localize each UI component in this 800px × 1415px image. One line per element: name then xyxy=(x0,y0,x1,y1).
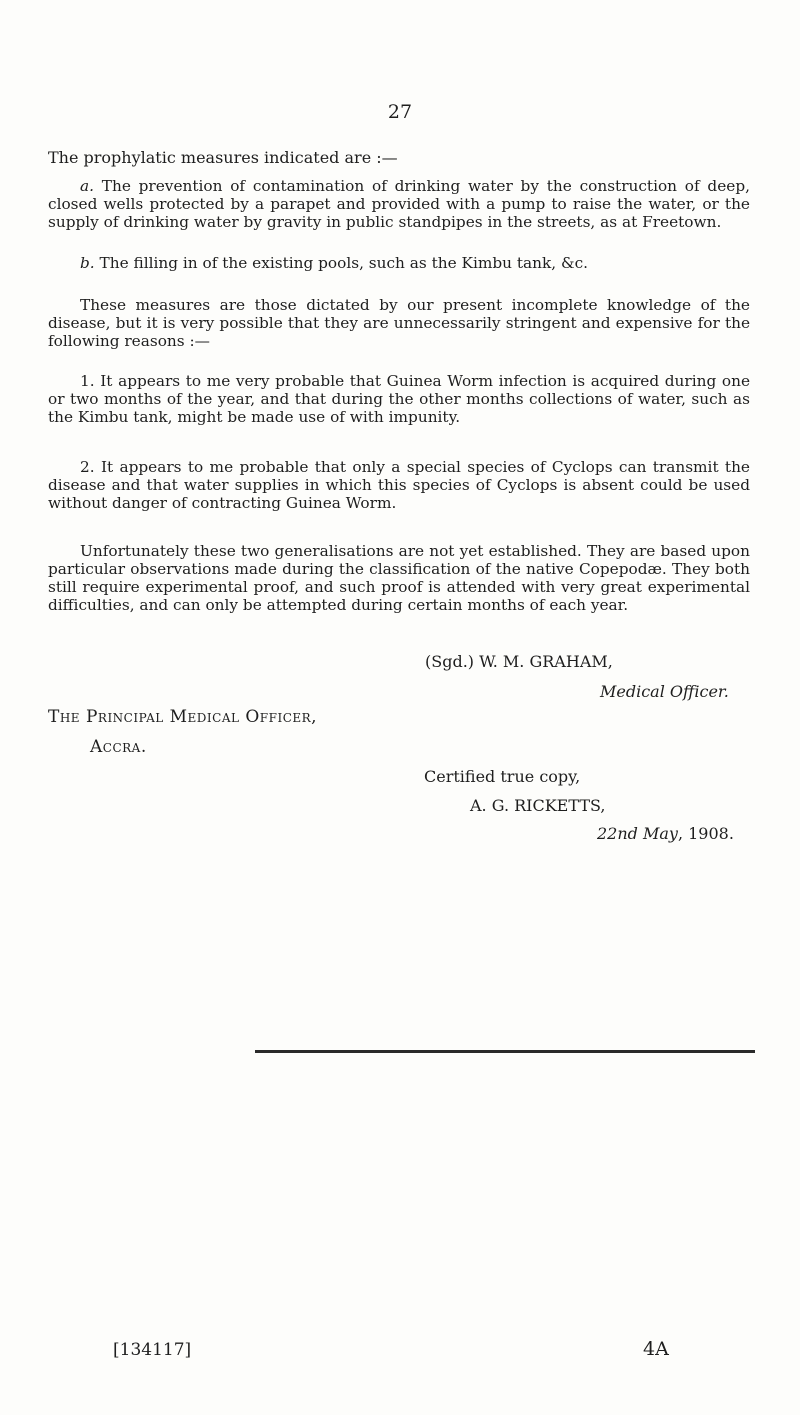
horizontal-rule xyxy=(255,1050,755,1053)
closing-paragraph: Unfortunately these two generalisations are not yet established. They are based upon particular observations made during the classification of the native Copepodæ. They both still require experimental proof, and such proof is attended with very great experimental difficulties, and can only be attempted during certain months of each year. xyxy=(48,542,750,614)
item-b-label: b. xyxy=(80,254,95,272)
date-day: 22nd May xyxy=(597,824,678,843)
item-a-label: a. xyxy=(80,177,94,195)
reason-2 xyxy=(48,458,750,512)
certified-copy-line: Certified true copy, xyxy=(424,767,581,786)
certification-date xyxy=(597,824,734,843)
reason-1-label: 1. xyxy=(80,372,95,390)
addressee-line2: Accra. xyxy=(90,737,147,757)
reason-2-text: It appears to me probable that only a special species of Cyclops can transmit the disease and that water supplies in which this species of Cyclops is absent could be used without danger of contracting Guinea Worm. xyxy=(48,458,750,512)
signature-title: Medical Officer. xyxy=(600,682,729,701)
item-a xyxy=(48,177,750,231)
certifier-name: A. G. RICKETTS, xyxy=(470,796,606,815)
reason-1-text: It appears to me very probable that Guinea Worm infection is acquired during one or two months of the year, and that during the other months collections of water, such as the Kimbu tank, might be made use of with impunity. xyxy=(48,372,750,426)
reason-1 xyxy=(48,372,750,426)
item-a-text: The prevention of contamination of drinking water by the construction of deep, closed wells protected by a parapet and provided with a pump to raise the water, or the supply of drinking water by gravity in public standpipes in the streets, as at Freetown. xyxy=(48,177,750,231)
print-code: [134117] xyxy=(113,1340,192,1360)
measures-paragraph: These measures are those dictated by our present incomplete knowledge of the disease, but it is very possible that they are unnecessarily stringent and expensive for the following reasons :— xyxy=(48,296,750,350)
addressee-line1: The Principal Medical Officer, xyxy=(48,707,318,727)
page-number: 27 xyxy=(387,101,413,123)
signature-name: (Sgd.) W. M. GRAHAM, xyxy=(425,652,613,671)
reason-2-label: 2. xyxy=(80,458,95,476)
intro-line: The prophylatic measures indicated are :— xyxy=(48,148,398,167)
item-b xyxy=(48,254,750,272)
item-b-text: The filling in of the existing pools, such as the Kimbu tank, &c. xyxy=(99,254,589,272)
date-year: , 1908. xyxy=(677,824,734,843)
sheet-signature: 4A xyxy=(643,1338,669,1360)
